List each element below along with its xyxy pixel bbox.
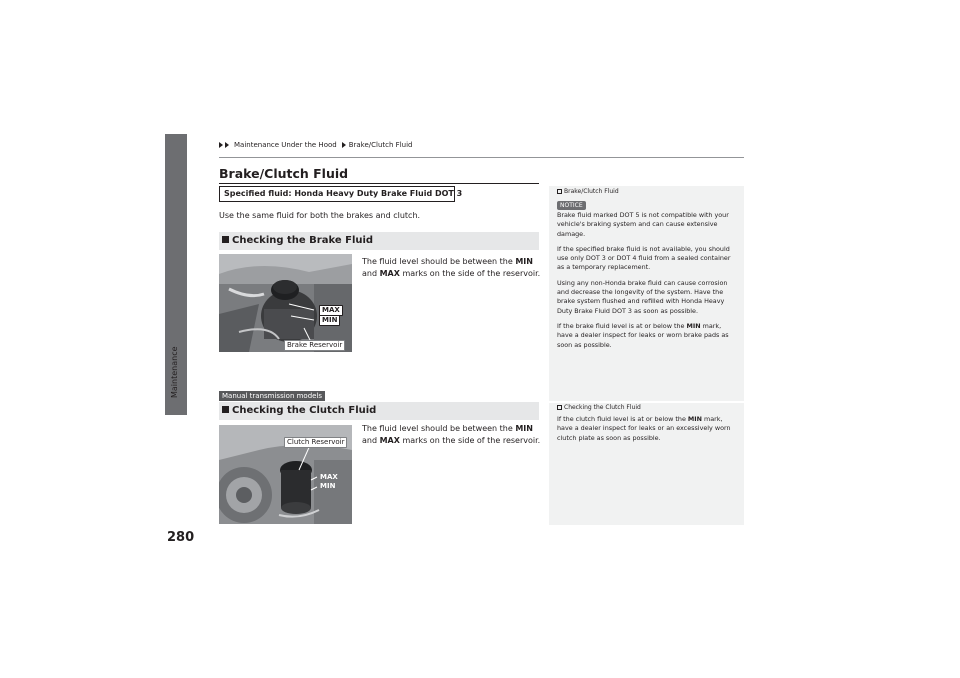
section-square-icon (222, 236, 229, 243)
sidebar-clutch-p1-post: mark, have a dealer inspect for leaks or an excessively worn clutch plate as soon as possible. (557, 415, 731, 442)
sidebar-brake-p4-min: MIN (686, 321, 701, 330)
breadcrumb-link-maintenance[interactable]: Maintenance Under the Hood (234, 141, 337, 149)
specified-fluid-box: Specified fluid: Honda Heavy Duty Brake Fluid DOT 3 (219, 186, 455, 202)
sidebar-brake-p1: Brake fluid marked DOT 5 is not compatible with your vehicle's braking system and can cause extensive damage. (557, 211, 729, 238)
sidebar-clutch-heading (557, 404, 738, 411)
brake-body-min: MIN (515, 257, 533, 266)
sidebar-clutch-note (549, 403, 744, 525)
sidebar-brake-heading (557, 188, 738, 195)
clutch-min-label: MIN (320, 482, 336, 490)
clutch-body-post: marks on the side of the reservoir. (399, 435, 541, 445)
brake-section-heading-text: Checking the Brake Fluid (232, 235, 374, 246)
brake-max-label: MAX (319, 305, 343, 316)
clutch-body-and: and (362, 435, 380, 445)
clutch-body-text (362, 423, 542, 446)
brake-body-post: marks on the side of the reservoir. (399, 268, 541, 278)
brake-reservoir-photo (219, 254, 352, 352)
manual-transmission-tag: Manual transmission models (219, 391, 325, 401)
sidebar-clutch-p1 (557, 415, 738, 443)
sidebar-brake-heading-text: Brake/Clutch Fluid (564, 188, 619, 195)
sidebar-brake-note (549, 186, 744, 401)
breadcrumb-current: Brake/Clutch Fluid (348, 141, 413, 149)
sidebar-ref-icon (557, 189, 562, 194)
breadcrumb-arrow-icon (342, 142, 346, 148)
intro-text: Use the same fluid for both the brakes and clutch. (219, 211, 421, 220)
brake-reservoir-label: Brake Reservoir (284, 340, 345, 351)
brake-reservoir-illustration (219, 254, 352, 352)
sidebar-clutch-heading-text: Checking the Clutch Fluid (564, 404, 641, 411)
brake-body-max: MAX (379, 268, 400, 278)
clutch-reservoir-label: Clutch Reservoir (284, 437, 347, 448)
sidebar-clutch-p1-min: MIN (687, 415, 702, 423)
clutch-max-label: MAX (320, 473, 338, 481)
breadcrumb (219, 141, 412, 149)
section-square-icon (222, 406, 229, 413)
clutch-section-heading (219, 402, 539, 420)
chapter-side-label: Maintenance (170, 346, 179, 398)
sidebar-brake-p4-pre: If the brake fluid level is at or below the (557, 321, 687, 330)
clutch-body-pre: The fluid level should be between the (362, 424, 516, 433)
sidebar-brake-p3: Using any non-Honda brake fluid can cause corrosion and decrease the longevity of the system. Have the brake system flushed and refilled with Honda Heavy Duty Brake Fluid DOT 3 as soon as possible. (557, 278, 728, 315)
breadcrumb-arrow-icon (219, 142, 230, 148)
sidebar-ref-icon (557, 405, 562, 410)
brake-min-label: MIN (319, 315, 340, 326)
sidebar-brake-p4-post: mark, have a dealer inspect for leaks or worn brake pads as soon as possible. (557, 321, 729, 349)
brake-body-and: and (362, 268, 380, 278)
sidebar-clutch-p1-pre: If the clutch fluid level is at or below the (557, 415, 688, 423)
sidebar-brake-p2: If the specified brake fluid is not available, you should use only DOT 3 or DOT 4 fluid from a sealed container as a temporary replacement. (557, 244, 731, 272)
clutch-body-max: MAX (379, 435, 400, 445)
clutch-body-min: MIN (515, 424, 533, 433)
page-number: 280 (167, 530, 195, 545)
notice-badge: NOTICE (557, 201, 586, 210)
brake-body-text (362, 256, 542, 279)
page-title: Brake/Clutch Fluid (219, 166, 349, 181)
clutch-section-heading-text: Checking the Clutch Fluid (232, 405, 377, 416)
sidebar-brake-p4 (557, 322, 738, 350)
title-divider (219, 183, 539, 184)
brake-section-heading (219, 232, 539, 250)
header-divider (219, 157, 744, 158)
brake-body-pre: The fluid level should be between the (362, 257, 516, 266)
